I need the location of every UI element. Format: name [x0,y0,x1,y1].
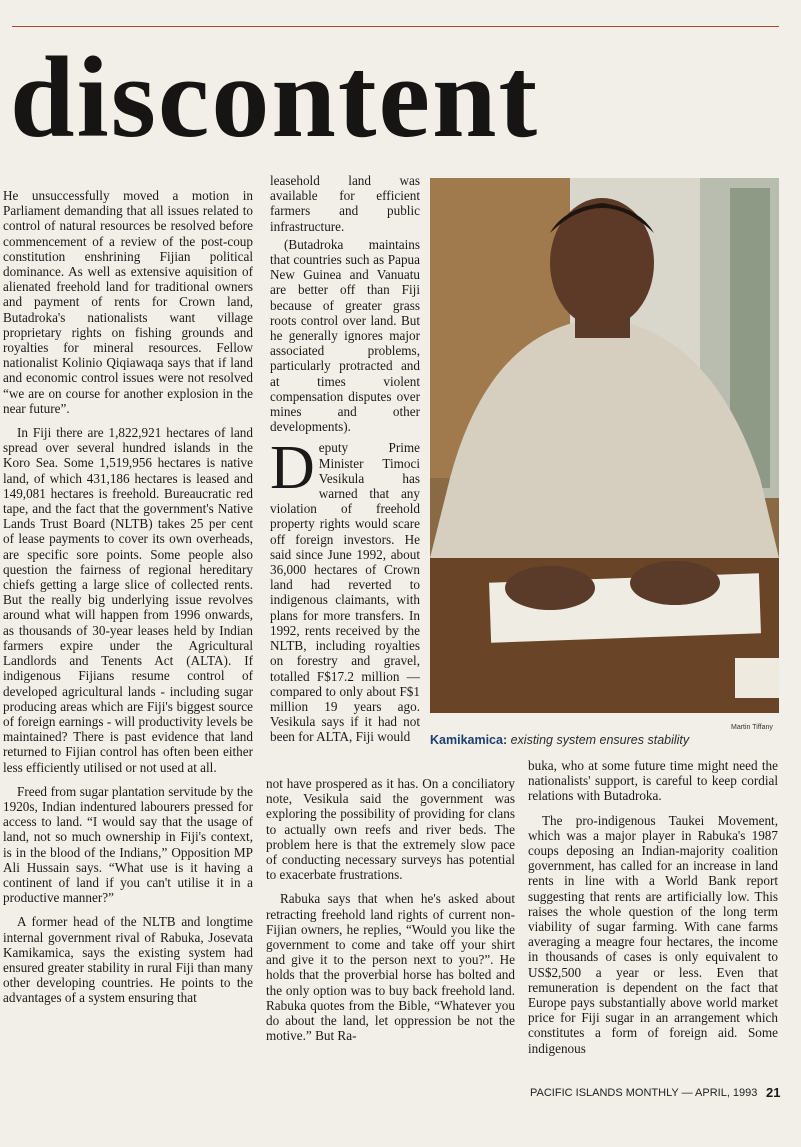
paragraph: leasehold land was available for efficient farmers and public infrastructure. [270,173,420,234]
top-rule [12,26,779,27]
caption-name: Kamikamica: [430,733,508,747]
dropcap-paragraph [270,434,420,745]
paragraph: buka, who at some future time might need the nationalists' support, is careful to keep cordial relations with Butadroka. [528,758,778,804]
paragraph: In Fiji there are 1,822,921 hectares of land spread over several hundred islands in the Koro Sea. Some 1,519,956 hectares is native land, of which 431,186 hectares is leased and 149,081 hectares is freehold. Bureaucratic red tape, and the fact that the government's Native Lands Trust Board (NLTB) takes 25 per cent of lease payments to cover its own overheads, are specific sore points. Some people also question the fairness of regional hereditary chiefs getting a large slice of collected rents. But the really big underlying issue revolves around what will happen from 1996 onwards, as thousands of 30-year leases held by Indian farmers expire under the Agricultural Landlords and Tenents Act (ALTA). If indigenous Fijians resume control of developed agricultural lands - including sugar producing areas which are Fiji's biggest source of foreign earnings - will productivity levels be maintained? There is past evidence that land returned to Fijian control has often been either less efficiently utilised or not used at all. [3,425,253,775]
drop-cap: D [270,434,315,503]
photo-credit: Martin Tiffany [731,724,773,731]
paragraph: (Butadroka maintains that countries such as Papua New Guinea and Vanuatu are better off than Fiji because of greater grass roots control over land. But he generally ignores major associated problems, particularly protracted and at times violent compensation disputes over mines and other developments). [270,236,420,435]
paragraph: He unsuccessfully moved a motion in Parliament demanding that all issues related to control of natural resources be resolved before commencement of a review of the post-coup constitution enshrining Fijian political dominance. As well as extensive aquisition of alienated freehold land for traditional owners and payment of rents for Crown land, Butadroka's nationalists want village proprietary rights on fishing grounds and royalties for mineral resources. Fellow nationalist Kolinio Qiqiawaqa says that if land and economic control issues were not resolved “we are on course for another explosion in the near future”. [3,188,253,416]
column-3 [528,758,778,1056]
paragraph: Rabuka says that when he's asked about retracting freehold land rights of current non-Fijian owners, he replies, “Would you like the government to come and take off your shirt and give it to the person next to you?”. He holds that the proverbial horse has bolted and the only option was to buy back freehold land. Rabuka quotes from the Bible, “Whatever you do about the land, let oppression be not the motive.” But Ra- [266,891,515,1044]
column-2-upper [270,173,420,745]
column-2-lower [266,776,515,1043]
paragraph: Freed from sugar plantation servitude by the 1920s, Indian indentured labourers pressed for access to land. “I would say that the usage of land, not so much ownership in Fiji's context, is in the blood of the Indians,” Opposition MP Ali Hussain says. “What use is it having a continent of land if you can't utilise it in a productive manner?” [3,783,253,906]
caption-text: existing system ensures stability [510,733,690,747]
portrait-illustration [430,178,779,713]
paragraph: The pro-indigenous Taukei Movement, which was a major player in Rabuka's 1987 coups deposing an Indian-majority coalition government, has called for an increase in land rents in line with a World Bank report suggesting that rents are artificially low. This raises the whole question of the long term viability of sugar farming. With cane farms averaging a meagre four hectares, the income in thousands of cases is only equivalent to US$2,500 a year or less. Even that remuneration is dependent on the fact that Europe pays substantially above world market price for Fiji sugar in an arrangement which constitutes a form of foreign aid. Some indigenous [528,812,778,1056]
paragraph: not have prospered as it has. On a conciliatory note, Vesikula said the government was exploring the possibility of providing for clans to actually own reefs and river beds. The problem here is that the extremely slow pace of conducting necessary surveys has potential to exacerbate frustrations. [266,776,515,883]
headline: discontent [10,34,540,162]
page-number: 21 [766,1085,781,1100]
photo-caption [430,733,779,747]
portrait-photo [430,178,779,713]
paragraph: A former head of the NLTB and longtime internal government rival of Rabuka, Josevata Kamikamica, says the existing system had ensured greater stability in rural Fiji than many other developing countries. He points to the advantages of a system ensuring that [3,914,253,1006]
footer-publication: PACIFIC ISLANDS MONTHLY — APRIL, 1993 [530,1087,758,1099]
paragraph-text: eputy Prime Minister Timoci Vesikula has warned that any violation of freehold property rights would scare off foreign investors. He said since June 1992, about 36,000 hectares of Crown land had reverted to indigenous claimants, with plans for more transfers. In 1992, rents received by the NLTB, including royalties on forestry and gravel, totalled F$17.2 million — compared to only about F$1 million 19 years ago. Vesikula says if it had not been for ALTA, Fiji would [270,440,420,745]
column-1 [3,188,253,1006]
